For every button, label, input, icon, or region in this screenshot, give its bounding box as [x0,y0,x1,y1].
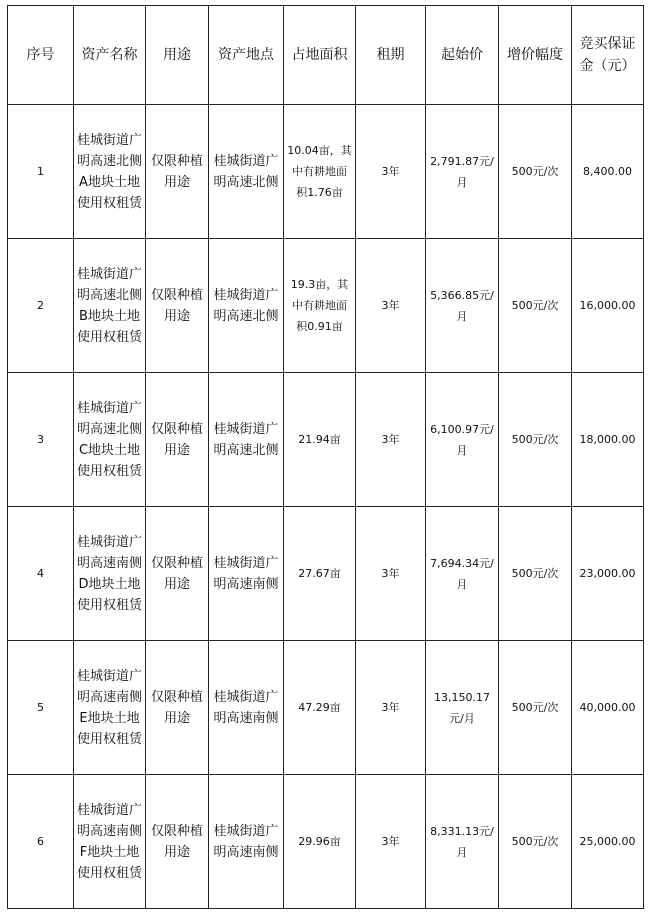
term-cell [356,507,426,641]
increment-cell-text: 500元/次 [511,299,559,312]
table-body [8,105,644,909]
usage-cell-text: 仅限种植用途 [150,287,203,324]
usage-cell-text: 仅限种植用途 [150,823,203,860]
row-number-cell-text: 3 [37,433,44,446]
deposit-cell-text: 40,000.00 [579,701,636,714]
term-cell [356,239,426,373]
location-cell [209,105,284,239]
usage-cell [146,373,209,507]
usage-cell-text: 仅限种植用途 [150,689,203,726]
increment-cell [499,775,572,909]
usage-cell [146,105,209,239]
header-cell: 起始价 [426,6,499,105]
increment-cell-text: 500元/次 [511,165,559,178]
location-cell [209,239,284,373]
usage-cell-text: 仅限种植用途 [150,153,203,190]
asset-name-cell [74,507,146,641]
usage-cell [146,775,209,909]
area-cell-text: 47.29亩 [298,701,341,714]
increment-cell [499,373,572,507]
area-cell [284,373,356,507]
deposit-cell [572,507,644,641]
table-row [8,775,644,909]
deposit-cell [572,105,644,239]
deposit-cell-text: 25,000.00 [579,835,636,848]
area-cell [284,507,356,641]
increment-cell [499,641,572,775]
table-row [8,507,644,641]
area-cell-text: 19.3亩，其中有耕地面积0.91亩 [290,278,349,333]
location-cell [209,507,284,641]
asset-table [7,5,644,909]
location-cell-text: 桂城街道广明高速北侧 [213,153,279,190]
location-cell [209,775,284,909]
location-cell [209,641,284,775]
deposit-cell-text: 18,000.00 [579,433,636,446]
area-cell [284,105,356,239]
usage-cell [146,239,209,373]
asset-name-cell [74,105,146,239]
start-price-cell-text: 5,366.85元/月 [430,288,494,323]
row-number-cell-text: 4 [37,567,44,580]
term-cell [356,105,426,239]
term-cell-text: 3年 [381,701,400,714]
start-price-cell-text: 6,100.97元/月 [430,422,494,457]
usage-cell-text: 仅限种植用途 [150,421,203,458]
deposit-cell [572,775,644,909]
usage-cell [146,507,209,641]
start-price-cell [426,507,499,641]
start-price-cell [426,239,499,373]
increment-cell [499,239,572,373]
term-cell [356,373,426,507]
term-cell-text: 3年 [381,567,400,580]
header-cell: 竞买保证金（元） [572,6,644,105]
deposit-cell-text: 23,000.00 [579,567,636,580]
table-row [8,641,644,775]
start-price-cell-text: 7,694.34元/月 [430,556,494,591]
row-number-cell [8,507,74,641]
row-number-cell [8,239,74,373]
area-cell [284,641,356,775]
deposit-cell [572,239,644,373]
asset-name-cell-text: 桂城街道广明高速北侧C地块土地使用权租赁 [77,400,143,479]
usage-cell [146,641,209,775]
start-price-cell [426,105,499,239]
deposit-cell-text: 16,000.00 [579,299,636,312]
term-cell-text: 3年 [381,835,400,848]
term-cell-text: 3年 [381,165,400,178]
header-cell: 资产名称 [74,6,146,105]
area-cell [284,775,356,909]
increment-cell-text: 500元/次 [511,433,559,446]
term-cell [356,641,426,775]
increment-cell-text: 500元/次 [511,835,559,848]
row-number-cell-text: 6 [37,835,44,848]
header-cell: 增价幅度 [499,6,572,105]
header-row [8,6,644,105]
header-cell: 租期 [356,6,426,105]
deposit-cell [572,373,644,507]
start-price-cell [426,641,499,775]
area-cell-text: 10.04亩，其中有耕地面积1.76亩 [287,144,352,199]
row-number-cell [8,641,74,775]
start-price-cell-text: 13,150.17元/月 [434,690,490,725]
row-number-cell [8,373,74,507]
term-cell-text: 3年 [381,433,400,446]
location-cell-text: 桂城街道广明高速北侧 [213,421,279,458]
location-cell-text: 桂城街道广明高速南侧 [213,823,279,860]
table-row [8,239,644,373]
asset-name-cell-text: 桂城街道广明高速北侧A地块土地使用权租赁 [77,132,143,211]
location-cell-text: 桂城街道广明高速南侧 [213,555,279,592]
deposit-cell-text: 8,400.00 [583,165,632,178]
table-row [8,105,644,239]
increment-cell-text: 500元/次 [511,701,559,714]
asset-name-cell [74,373,146,507]
location-cell-text: 桂城街道广明高速南侧 [213,689,279,726]
location-cell-text: 桂城街道广明高速北侧 [213,287,279,324]
asset-name-cell-text: 桂城街道广明高速南侧E地块土地使用权租赁 [77,668,143,747]
row-number-cell [8,775,74,909]
row-number-cell-text: 1 [37,165,44,178]
area-cell-text: 27.67亩 [298,567,341,580]
term-cell [356,775,426,909]
start-price-cell-text: 8,331.13元/月 [430,824,494,859]
start-price-cell [426,373,499,507]
asset-name-cell [74,641,146,775]
increment-cell [499,105,572,239]
asset-name-cell-text: 桂城街道广明高速北侧B地块土地使用权租赁 [77,266,143,345]
term-cell-text: 3年 [381,299,400,312]
area-cell-text: 21.94亩 [298,433,341,446]
row-number-cell-text: 2 [37,299,44,312]
header-cell: 资产地点 [209,6,284,105]
area-cell [284,239,356,373]
increment-cell [499,507,572,641]
asset-name-cell [74,239,146,373]
row-number-cell [8,105,74,239]
asset-name-cell-text: 桂城街道广明高速南侧D地块土地使用权租赁 [77,534,143,613]
area-cell-text: 29.96亩 [298,835,341,848]
deposit-cell [572,641,644,775]
start-price-cell [426,775,499,909]
row-number-cell-text: 5 [37,701,44,714]
start-price-cell-text: 2,791.87元/月 [430,154,494,189]
increment-cell-text: 500元/次 [511,567,559,580]
header-cell: 占地面积 [284,6,356,105]
usage-cell-text: 仅限种植用途 [150,555,203,592]
asset-name-cell-text: 桂城街道广明高速南侧F地块土地使用权租赁 [77,802,143,881]
table-row [8,373,644,507]
asset-name-cell [74,775,146,909]
header-cell: 用途 [146,6,209,105]
location-cell [209,373,284,507]
header-cell: 序号 [8,6,74,105]
